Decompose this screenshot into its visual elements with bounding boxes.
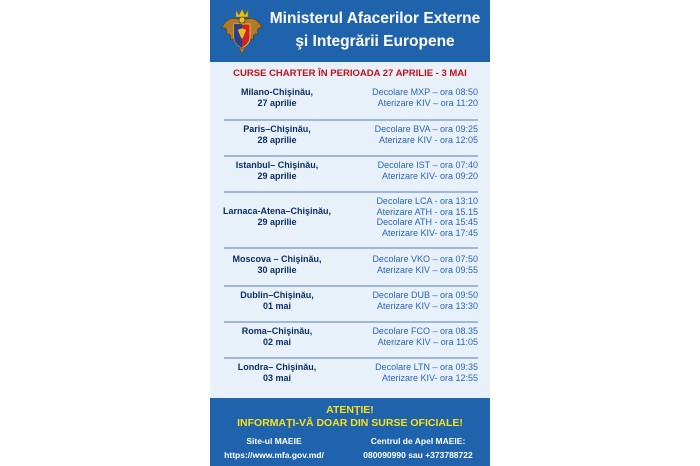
flight-date: 30 aprilie: [257, 265, 297, 275]
flight-times: [338, 290, 478, 311]
flight-date: 29 aprilie: [257, 171, 297, 181]
flight-time-entry: Aterizare KIV – ora 11:05: [377, 336, 478, 347]
flight-route-name: Roma–Chişinău,: [241, 326, 313, 336]
flight-time-entry: Decolare FCO – ora 08.35: [372, 326, 478, 336]
flight-date: 27 aprilie: [257, 98, 297, 108]
flight-route-name: Dublin–Chişinău,: [240, 290, 314, 300]
charter-flights-poster: [210, 0, 490, 466]
flight-date: 28 aprilie: [257, 135, 297, 145]
flight-time-entry: Aterizare ATH - ora 15.15: [376, 206, 478, 217]
header-banner: [210, 0, 490, 62]
row-divider: [224, 285, 478, 287]
flight-times: [338, 87, 478, 108]
call-center-label: Centrul de Apel MAEIE:: [370, 436, 466, 446]
flight-time-entry: Aterizare KIV - ora 12:05: [378, 134, 478, 145]
warning-message: INFORMAŢI-VĂ DOAR DIN SURSE OFICIALE!: [237, 417, 463, 429]
flight-route: [214, 290, 340, 312]
flight-times: [338, 326, 478, 347]
flight-route: [214, 326, 340, 348]
flight-times: [338, 160, 478, 181]
footer-banner: [210, 398, 490, 466]
flight-date: 29 aprilie: [257, 217, 297, 227]
flight-time-entry: Decolare ATH - ora 15:45: [376, 217, 478, 227]
row-divider: [224, 357, 478, 359]
flight-time-entry: Aterizare KIV- ora 17:45: [381, 227, 478, 238]
row-divider: [224, 155, 478, 157]
flight-times: [338, 196, 478, 238]
row-divider: [224, 191, 478, 193]
flight-route-name: Londra– Chişinău,: [237, 362, 317, 372]
flight-time-entry: Decolare LCA - ora 13:10: [376, 196, 478, 206]
flight-route-name: Istanbul– Chişinău,: [235, 160, 319, 170]
ministry-title-line2: şi Integrării Europene: [295, 33, 455, 50]
row-divider: [224, 119, 478, 121]
warning-heading: ATENŢIE!: [326, 404, 374, 416]
flight-time-entry: Aterizare KIV – ora 09:55: [376, 264, 478, 275]
moldova-coat-of-arms-icon: [220, 6, 264, 56]
flight-route: [214, 206, 340, 228]
flight-route: [214, 254, 340, 276]
flight-time-entry: Decolare VKO – ora 07:50: [372, 254, 478, 264]
flight-time-entry: Decolare BVA – ora 09:25: [374, 124, 478, 134]
flight-route-name: Larnaca-Atena–Chişinău,: [222, 206, 332, 216]
flight-time-entry: Aterizare KIV- ora 12:55: [381, 372, 478, 383]
flight-route-name: Milano-Chişinău,: [241, 87, 313, 97]
flight-time-entry: Aterizare KIV- ora 09:20: [381, 170, 478, 181]
flight-time-entry: Decolare LTN – ora 09:35: [375, 362, 478, 372]
flight-route: [214, 87, 340, 109]
site-label: Site-ul MAEIE: [246, 436, 302, 446]
row-divider: [224, 247, 478, 249]
flight-date: 03 mai: [262, 373, 292, 383]
row-divider: [224, 321, 478, 323]
flight-route: [214, 362, 340, 384]
schedule-subtitle: CURSE CHARTER ÎN PERIOADA 27 APRILIE - 3 MAI: [233, 68, 467, 79]
flight-times: [338, 254, 478, 275]
flight-route: [214, 160, 340, 182]
flight-date: 02 mai: [262, 337, 292, 347]
flight-time-entry: Aterizare KIV – ora 11:20: [377, 97, 478, 108]
flight-route-name: Moscova – Chişinău,: [232, 254, 322, 264]
flight-time-entry: Decolare IST – ora 07:40: [377, 160, 478, 170]
site-url-link[interactable]: https://www.mfa.gov.md/: [224, 450, 324, 460]
flight-time-entry: Decolare DUB – ora 09:50: [372, 290, 478, 300]
flight-time-entry: Decolare MXP – ora 08:50: [372, 87, 478, 97]
call-center-numbers: 080090990 sau +373788722: [363, 450, 473, 460]
flight-times: [338, 124, 478, 145]
flight-time-entry: Aterizare KIV – ora 13:30: [376, 300, 478, 311]
flight-route: [214, 124, 340, 146]
flight-times: [338, 362, 478, 383]
flight-date: 01 mai: [262, 301, 292, 311]
flight-route-name: Paris–Chişinău,: [243, 124, 311, 134]
ministry-title-line1: Ministerul Afacerilor Externe: [269, 10, 481, 27]
